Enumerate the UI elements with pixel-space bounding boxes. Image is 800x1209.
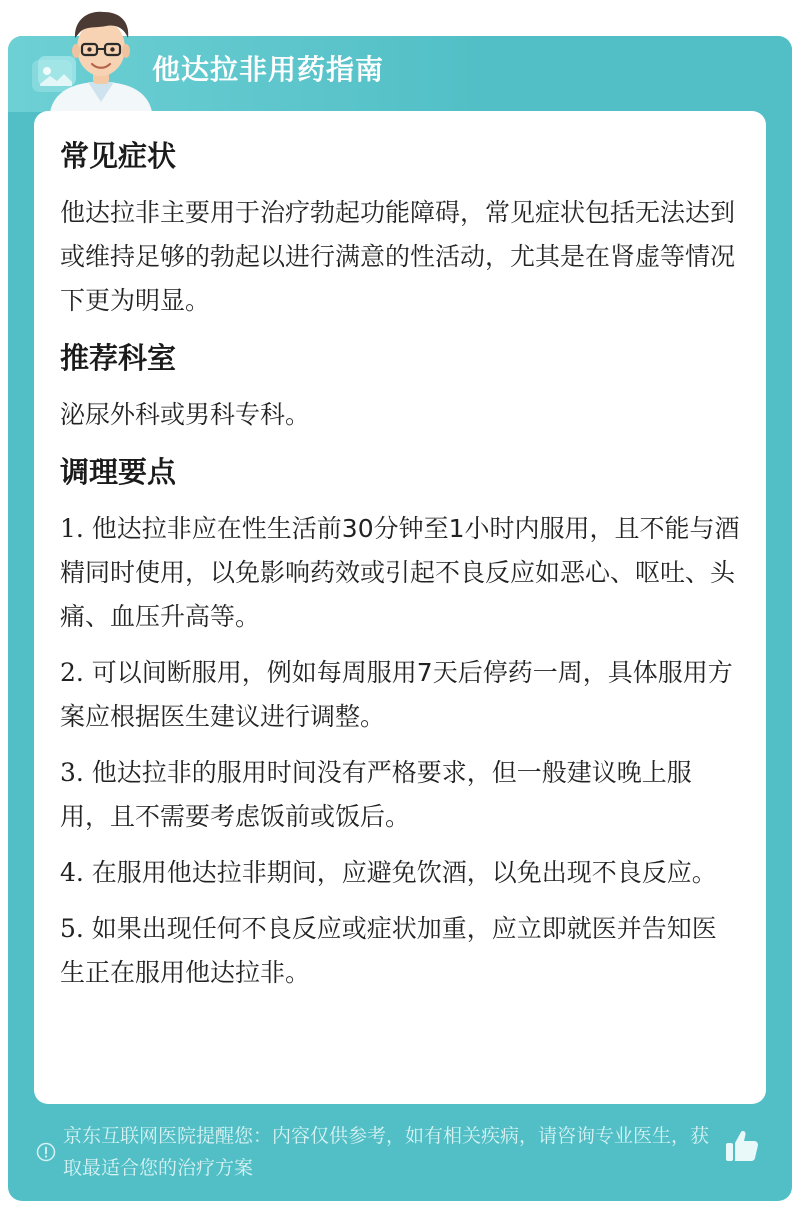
- care-item-text: 如果出现任何不良反应或症状加重，应立即就医并告知医生正在服用他达拉非。: [60, 914, 717, 987]
- info-icon: [36, 1142, 56, 1162]
- department-text: 泌尿外科或男科专科。: [60, 400, 311, 429]
- content-card: [34, 111, 766, 1104]
- care-item-number: 5.: [60, 914, 84, 943]
- care-item-2: [60, 651, 740, 739]
- care-item-number: 4.: [60, 858, 84, 887]
- care-item-text: 他达拉非应在性生活前30分钟至1小时内服用，且不能与酒精同时使用，以免影响药效或引起不良反应如恶心、呕吐、头痛、血压升高等。: [60, 514, 740, 631]
- page-title: 他达拉非用药指南: [152, 53, 385, 86]
- care-item-text: 他达拉非的服用时间没有严格要求，但一般建议晚上服用，且不需要考虑饭前或饭后。: [60, 758, 692, 831]
- section-title-department: 推荐科室: [60, 341, 177, 375]
- care-item-5: [60, 907, 740, 995]
- disclaimer-text: 京东互联网医院提醒您：内容仅供参考，如有相关疾病，请咨询专业医生，获取最适合您的治疗方案: [63, 1125, 710, 1179]
- care-item-number: 1.: [60, 514, 84, 543]
- care-item-3: [60, 751, 740, 839]
- section-title-care: 调理要点: [60, 455, 177, 489]
- care-item-1: [60, 507, 740, 639]
- care-item-text: 在服用他达拉非期间，应避免饮酒，以免出现不良反应。: [83, 858, 717, 887]
- doctor-avatar: [46, 6, 156, 112]
- thumbs-up-icon[interactable]: [724, 1128, 760, 1164]
- footer-disclaimer: [36, 1120, 756, 1190]
- care-item-4: [60, 851, 740, 895]
- section-title-symptoms: 常见症状: [60, 139, 177, 173]
- care-item-number: 3.: [60, 758, 84, 787]
- symptoms-text: 他达拉非主要用于治疗勃起功能障碍，常见症状包括无法达到或维持足够的勃起以进行满意的性活动，尤其是在肾虚等情况下更为明显。: [60, 198, 736, 315]
- care-item-text: 可以间断服用，例如每周服用7天后停药一周，具体服用方案应根据医生建议进行调整。: [60, 658, 733, 731]
- care-item-number: 2.: [60, 658, 84, 687]
